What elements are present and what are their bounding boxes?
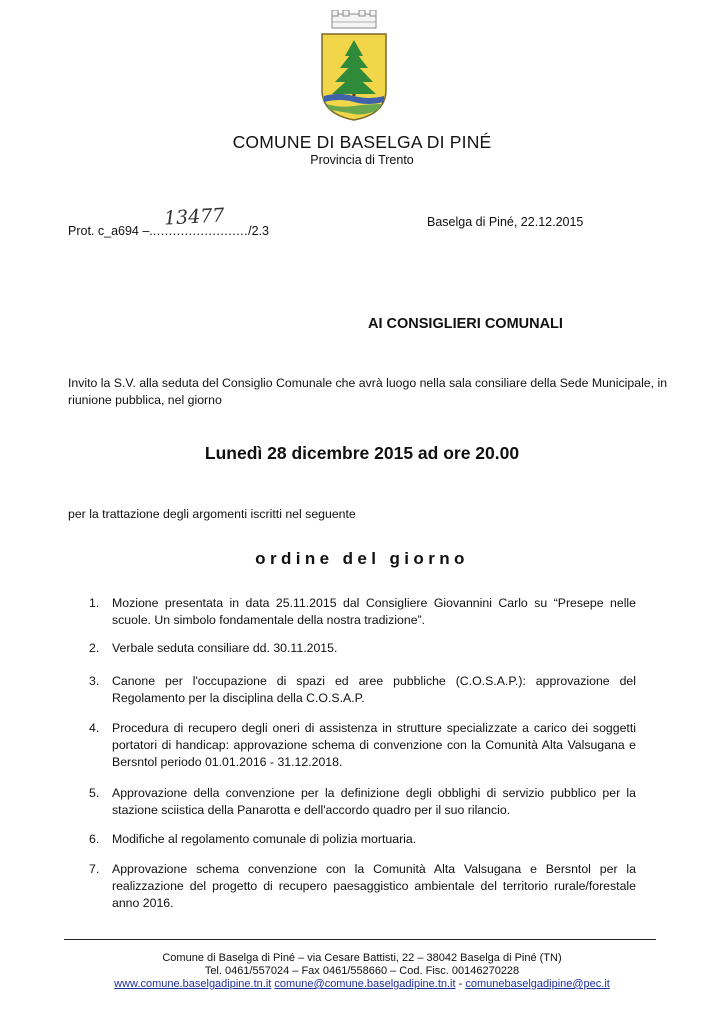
agenda-title: ordine del giorno (255, 549, 469, 568)
pec-email-link[interactable]: comunebaselgadipine@pec.it (465, 978, 610, 990)
agenda-item-text: Verbale seduta consiliare dd. 30.11.2015. (112, 641, 338, 655)
agenda-item-number: 4. (89, 721, 100, 735)
footer (0, 952, 724, 991)
agenda-item-text: Procedura di recupero degli oneri di assistenza in strutture specializzate a carico dei soggetti portatori di handicap: approvazione schema di convenzione con la Comunità Alta Valsugana e Bersntol periodo 01.01.2016 - 31.12.2018. (112, 721, 636, 769)
agenda-item-text: Mozione presentata in data 25.11.2015 dal Consigliere Giovannini Carlo su “Presepe nelle scuole. Un simbolo fondamentale della nostra tradizione”. (112, 596, 636, 627)
agenda-item (80, 595, 636, 629)
crown-icon (332, 10, 376, 28)
agenda-item-number: 6. (89, 832, 100, 846)
protocol-suffix: /2.3 (248, 224, 269, 238)
place-and-date: Baselga di Piné, 22.12.2015 (427, 215, 584, 229)
meeting-date: Lunedì 28 dicembre 2015 ad ore 20.00 (204, 443, 520, 463)
website-link[interactable]: www.comune.baselgadipine.tn.it (114, 978, 272, 990)
agenda-item-text: Approvazione schema convenzione con la Comunità Alta Valsugana e Bersntol per la realizzazione del progetto di recupero paesaggistico ambientale del territorio rurale/forestale anno 2016. (112, 862, 636, 910)
agenda-item-number: 3. (89, 674, 100, 688)
agenda-item (80, 831, 636, 848)
footer-address: Comune di Baselga di Piné – via Cesare Battisti, 22 – 38042 Baselga di Piné (TN) (162, 952, 562, 964)
agenda-intro: per la trattazione degli argomenti iscritti nel seguente (68, 507, 356, 521)
recipient-heading: AI CONSIGLIERI COMUNALI (368, 316, 563, 332)
agenda-item-text: Approvazione della convenzione per la definizione degli obblighi di servizio pubblico per la stazione sciistica della Panarotta e dell'accordo quadro per il suo rilancio. (112, 786, 636, 817)
agenda-item (80, 673, 636, 707)
agenda-item (80, 785, 636, 819)
agenda-item-text: Modifiche al regolamento comunale di polizia mortuaria. (112, 832, 417, 846)
footer-links (0, 978, 724, 991)
agenda-list (80, 595, 636, 912)
footer-contacts: Tel. 0461/557024 – Fax 0461/558660 – Cod. Fisc. 00146270228 (204, 965, 520, 977)
footer-divider (64, 939, 656, 940)
handwritten-protocol-number: 13477 (163, 204, 225, 230)
invitation-paragraph: Invito la S.V. alla seduta del Consiglio Comunale che avrà luogo nella sala consiliare della Sede Municipale, in riunione pubblica, nel giorno (68, 376, 668, 407)
protocol-dots: ........................ (152, 224, 249, 238)
agenda-item (80, 861, 636, 912)
coat-of-arms-emblem (318, 10, 390, 122)
protocol-prefix: Prot. c_a694 –. (68, 224, 153, 238)
email-link[interactable]: comune@comune.baselgadipine.tn.it (274, 978, 456, 990)
province-name: Provincia di Trento (310, 153, 414, 167)
agenda-item-number: 1. (89, 596, 100, 610)
protocol-number (68, 204, 269, 238)
agenda-item (80, 640, 636, 657)
agenda-item-text: Canone per l'occupazione di spazi ed aree pubbliche (C.O.S.A.P.): approvazione del Regolamento per la disciplina della C.O.S.A.P. (112, 674, 636, 705)
footer-separator: - (455, 978, 466, 990)
agenda-item-number: 7. (89, 862, 100, 876)
agenda-item-number: 2. (89, 641, 100, 655)
municipality-name: COMUNE DI BASELGA DI PINÉ (232, 132, 492, 152)
agenda-item-number: 5. (89, 786, 100, 800)
agenda-item (80, 720, 636, 771)
